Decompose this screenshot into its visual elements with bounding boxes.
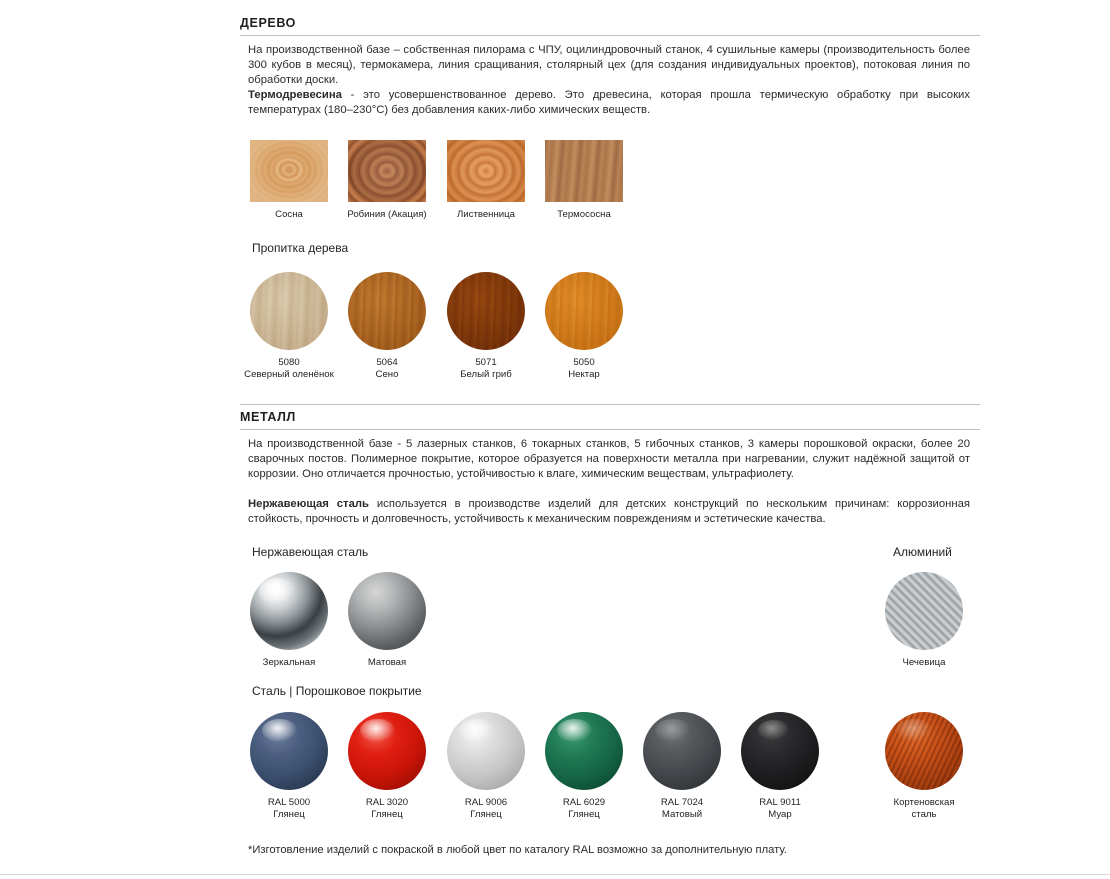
impregnation-swatch-1[interactable] — [348, 272, 426, 381]
metal-paragraph-2-bold: Нержавеющая сталь — [248, 498, 369, 510]
powder-label — [348, 797, 426, 821]
powder-code: RAL 5000 — [267, 797, 311, 808]
powder-swatch-3[interactable] — [545, 712, 623, 821]
impregnation-label — [234, 357, 344, 381]
powder-finish: Глянец — [470, 809, 502, 820]
powder-code: RAL 7024 — [660, 797, 704, 808]
wood-sample-label: Робиния (Акация) — [347, 209, 427, 220]
divider-wood — [240, 35, 980, 36]
powder-finish: Глянец — [371, 809, 403, 820]
impregnation-label — [436, 357, 536, 381]
color-sphere-icon — [447, 712, 525, 790]
color-disc-icon — [447, 272, 525, 350]
impregnation-swatch-0[interactable] — [244, 272, 334, 381]
wood-sample-1[interactable] — [348, 140, 426, 221]
impregnation-code: 5050 — [573, 357, 595, 368]
powder-label — [545, 797, 623, 821]
wood-sample-label: Сосна — [275, 209, 303, 220]
impregnation-label — [545, 357, 623, 381]
wood-texture-icon — [447, 140, 525, 202]
powder-swatch-6[interactable] — [885, 712, 963, 821]
powder-finish: Муар — [768, 809, 792, 820]
wood-texture-icon — [250, 140, 328, 202]
impregnation-swatch-2[interactable] — [447, 272, 525, 381]
color-sphere-icon — [348, 712, 426, 790]
stainless-label: Матовая — [367, 657, 407, 668]
impregnation-name: Белый гриб — [460, 369, 512, 380]
impregnation-label — [348, 357, 426, 381]
powder-swatch-2[interactable] — [447, 712, 525, 821]
wood-paragraph-2 — [248, 88, 970, 118]
aluminium-label: Чечевица — [902, 657, 946, 668]
color-disc-icon — [545, 272, 623, 350]
powder-label — [643, 797, 721, 821]
powder-code: RAL 6029 — [562, 797, 606, 808]
stainless-swatch-0[interactable] — [250, 572, 328, 669]
wood-texture-icon — [545, 140, 623, 202]
color-sphere-icon — [643, 712, 721, 790]
subheading-aluminium: Алюминий — [893, 545, 952, 559]
metal-paragraph-1: На производственной базе - 5 лазерных станков, 6 токарных станков, 5 гибочных станков, 3 камеры порошковой окраски, более 20 сварочных постов. Полимерное покрытие, которое образуется на поверхности металла при нагревании, служит надёжной защитой от коррозии. Оно отличается прочностью, устойчивостью к влаге, химическим веществам, ультрафиолету. — [248, 438, 970, 481]
stainless-label: Зеркальная — [262, 657, 316, 668]
powder-swatch-5[interactable] — [741, 712, 819, 821]
powder-label — [250, 797, 328, 821]
subheading-powder-coating: Сталь | Порошковое покрытие — [252, 684, 422, 698]
divider-bottom — [0, 874, 1110, 875]
aluminium-texture-icon — [885, 572, 963, 650]
wood-sample-label: Термососна — [557, 209, 611, 220]
color-sphere-icon — [741, 712, 819, 790]
powder-finish: Глянец — [273, 809, 305, 820]
metal-paragraph-2-rest: используется в производстве изделий для детских конструкций по нескольким причинам: коррозионная стойкость, прочность и долговечность, устойчивость к механическим повреждениям и эстетические качества. — [248, 498, 970, 526]
wood-sample-label: Лиственница — [457, 209, 515, 220]
powder-swatch-0[interactable] — [250, 712, 328, 821]
impregnation-name: Северный оленёнок — [244, 369, 334, 380]
color-sphere-icon — [545, 712, 623, 790]
wood-texture-icon — [348, 140, 426, 202]
color-sphere-icon — [250, 712, 328, 790]
section-header-metal — [240, 410, 980, 430]
powder-code: RAL 9011 — [759, 797, 801, 808]
subheading-wood-impregnation: Пропитка дерева — [252, 241, 349, 255]
powder-code: Кортеновская — [893, 797, 955, 808]
powder-label — [741, 797, 819, 821]
wood-sample-2[interactable] — [447, 140, 525, 221]
wood-paragraph-1: На производственной базе – собственная пилорама с ЧПУ, оцилиндровочный станок, 4 сушильные камеры (производительность более 300 кубов в месяц), термокамера, линия сращивания, столярный цех (для создания индивидуальных проектов), потоковая линия по обработки доски. — [248, 44, 970, 87]
impregnation-swatch-3[interactable] — [545, 272, 623, 381]
powder-swatch-4[interactable] — [643, 712, 721, 821]
powder-finish: Глянец — [568, 809, 600, 820]
wood-sample-0[interactable] — [250, 140, 328, 221]
powder-code: RAL 3020 — [365, 797, 409, 808]
stainless-swatch-1[interactable] — [348, 572, 426, 669]
aluminium-swatch-0[interactable] — [885, 572, 963, 669]
impregnation-name: Нектар — [568, 369, 600, 380]
wood-sample-3[interactable] — [545, 140, 623, 221]
impregnation-code: 5071 — [475, 357, 497, 368]
section-title-metal: МЕТАЛЛ — [240, 410, 296, 424]
divider-metal — [240, 429, 980, 430]
wood-paragraph-2-rest: - это усовершенствованное дерево. Это древесина, которая прошла термическую обработку при высоких температурах (180–230°С) без добавления каких-либо химических веществ. — [248, 89, 970, 117]
footnote-ral: *Изготовление изделий с покраской в любой цвет по каталогу RAL возможно за дополнительную плату. — [248, 844, 787, 856]
powder-label — [447, 797, 525, 821]
powder-finish: Матовый — [661, 809, 703, 820]
powder-code: RAL 9006 — [464, 797, 508, 808]
color-disc-icon — [348, 272, 426, 350]
impregnation-name: Сено — [375, 369, 399, 380]
powder-swatch-1[interactable] — [348, 712, 426, 821]
metal-paragraph-2 — [248, 497, 970, 527]
powder-label — [869, 797, 979, 821]
metal-sphere-icon — [250, 572, 328, 650]
impregnation-code: 5080 — [278, 357, 300, 368]
color-disc-icon — [250, 272, 328, 350]
section-header-wood — [240, 16, 980, 36]
divider-metal-top — [240, 404, 980, 405]
section-title-wood: ДЕРЕВО — [240, 16, 296, 30]
metal-sphere-icon — [348, 572, 426, 650]
powder-finish: сталь — [911, 809, 937, 820]
corten-texture-icon — [885, 712, 963, 790]
wood-paragraph-2-bold: Термодревесина — [248, 89, 342, 101]
subheading-stainless: Нержавеющая сталь — [252, 545, 369, 559]
impregnation-code: 5064 — [376, 357, 398, 368]
